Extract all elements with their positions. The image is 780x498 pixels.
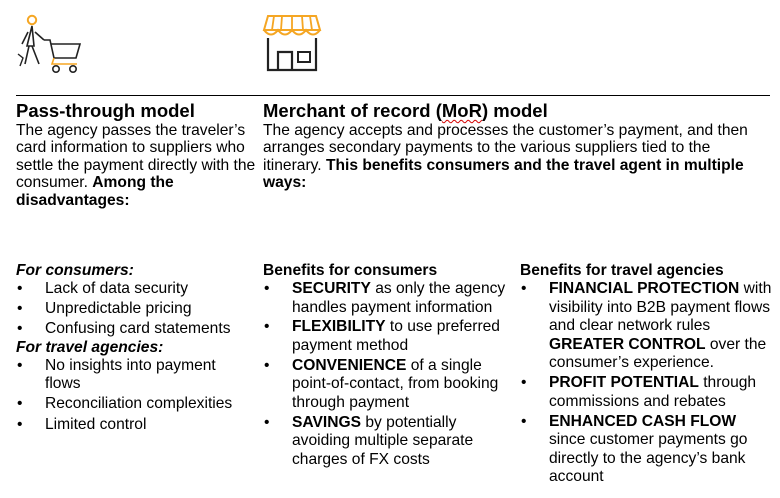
list-item xyxy=(263,414,515,470)
list-item xyxy=(520,413,772,487)
benefit-text: with visibility into B2B payment flows and clear network rules xyxy=(549,280,772,335)
benefit-keyword: PROFIT POTENTIAL xyxy=(549,374,699,392)
mor-description xyxy=(263,122,765,192)
divider-line xyxy=(16,95,770,96)
mor-desc-text: The agency accepts and processes the customer’s payment, and then arranges secondary payments to the various suppliers tied to the itinerary. xyxy=(263,122,748,174)
agency-benefits xyxy=(520,262,772,488)
pass-through-lists xyxy=(16,262,258,436)
list-item xyxy=(263,280,515,317)
benefit-text: to use preferred payment method xyxy=(292,318,500,354)
for-consumers-heading: For consumers: xyxy=(16,262,134,279)
pass-through-desc-bold: Among the disadvantages: xyxy=(16,174,174,209)
list-item xyxy=(520,374,772,411)
benefit-text: of a single point-of-contact, from booking through payment xyxy=(292,356,499,411)
benefit-keyword: FLEXIBILITY xyxy=(292,318,386,336)
benefit-text: by potentially avoiding multiple separate charges of FX costs xyxy=(292,413,474,468)
agency-benefits-list xyxy=(520,280,772,487)
benefit-keyword: ENHANCED CASH FLOW xyxy=(549,412,737,430)
benefit-text: since customer payments go directly to the agency’s bank account xyxy=(549,431,748,486)
agency-disadvantages-list xyxy=(16,357,258,435)
list-item: • Limited control xyxy=(16,416,258,435)
shopper-cart-icon xyxy=(14,14,82,78)
benefits-consumers-heading: Benefits for consumers xyxy=(263,262,438,279)
benefit-keyword: GREATER CONTROL xyxy=(549,335,706,353)
consumer-disadvantages-list xyxy=(16,280,258,339)
list-item xyxy=(263,357,515,413)
list-item xyxy=(520,280,772,373)
mor-title xyxy=(263,101,548,121)
benefit-keyword: FINANCIAL PROTECTION xyxy=(549,280,740,297)
storefront-icon xyxy=(262,12,322,76)
mor-title-end: ) model xyxy=(481,100,548,121)
list-item xyxy=(263,318,515,355)
pass-through-title: Pass-through model xyxy=(16,100,195,121)
for-travel-agencies-heading: For travel agencies: xyxy=(16,338,164,356)
benefit-keyword: CONVENIENCE xyxy=(292,356,407,374)
list-item: • Lack of data security xyxy=(16,280,258,299)
consumer-benefits xyxy=(263,262,515,471)
mor-desc-bold: This benefits consumers and the travel agent in multiple ways: xyxy=(263,156,744,192)
benefit-keyword: SECURITY xyxy=(292,280,371,297)
list-item: • No insights into payment flows xyxy=(16,357,235,394)
consumer-benefits-list xyxy=(263,280,515,470)
benefit-text: as only the agency handles payment information xyxy=(292,280,506,316)
pass-through-description xyxy=(16,122,258,209)
mor-title-abbr: MoR xyxy=(441,100,482,121)
mor-title-start: Merchant of record ( xyxy=(263,100,442,121)
pass-through-desc-text: The agency passes the traveler’s card information to suppliers who settle the payment directly with the consumer. xyxy=(16,122,256,192)
list-item: • Reconciliation complexities xyxy=(16,395,258,414)
benefit-text: over the consumer’s experience. xyxy=(549,335,767,372)
benefit-keyword: SAVINGS xyxy=(292,413,362,431)
list-item: • Unpredictable pricing xyxy=(16,300,258,319)
list-item: • Confusing card statements xyxy=(16,320,258,339)
benefits-agencies-heading: Benefits for travel agencies xyxy=(520,262,724,279)
benefit-text: through commissions and rebates xyxy=(549,374,757,410)
